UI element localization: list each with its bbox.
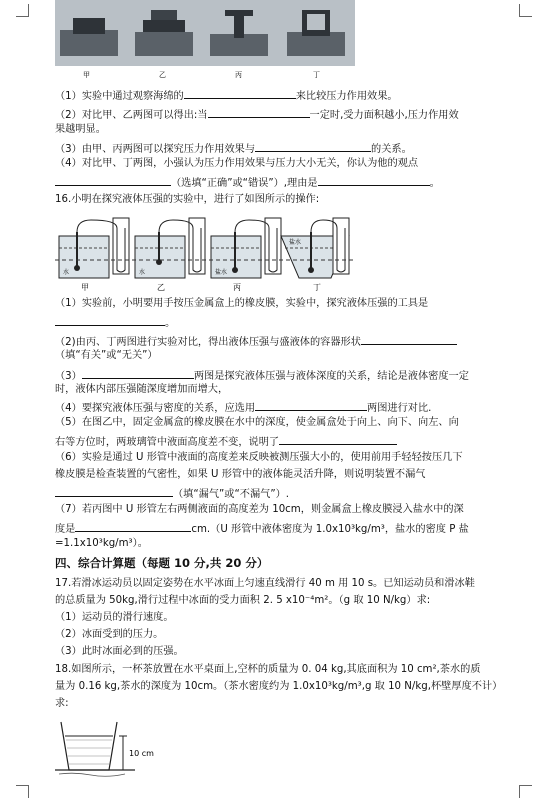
q16-text: （3） [55, 371, 82, 382]
q16-line-2b [55, 348, 530, 363]
q17-sub-3: （3）此时冰面必到的压强。 [55, 646, 184, 657]
q18-line-2: 量为 0.16 kg,茶水的深度为 10cm。（茶水密度约为 1.0x10³kg/m³,g 取 10 N/kg,杯壁厚度不计） [55, 681, 503, 692]
q16-title: 16.小明在探究液体压强的实验中，进行了如图所示的操作: [55, 194, 320, 205]
crop-mark [16, 785, 29, 798]
fig-tag-saltwater: 盐水 [289, 239, 302, 246]
q15-line-4 [55, 156, 530, 171]
q15-text: 一定时,受力面积越小,压力作用效 [309, 110, 459, 121]
sponge-experiment-figure [55, 0, 355, 82]
answer-blank[interactable] [255, 398, 367, 411]
q15-text: （2）对比甲、乙两图可以得出:当 [55, 110, 208, 121]
q16-text: （5）在图乙中，固定金属盒的橡皮膜在水中的深度，使金属盒处于向上、向下、向左、向 [55, 417, 459, 428]
q16-text: （填“有关”或“无关”） [55, 350, 158, 361]
answer-blank[interactable] [361, 332, 457, 345]
depth-label: 10 cm [129, 749, 154, 758]
crop-mark [519, 785, 532, 798]
q15-line-2b [55, 122, 530, 137]
q16-text: 右等方位时，两玻璃管中液面高度差不变，说明了 [55, 437, 280, 448]
answer-blank[interactable] [55, 484, 173, 497]
fig-tag-saltwater: 盐水 [215, 269, 228, 276]
q16-text: （2)由丙、丁两图进行实验对比，得出液体压强与盛液体的容器形状 [55, 337, 361, 348]
q16-line-6c [55, 484, 530, 502]
q16-text: 两图进行对比. [367, 403, 432, 414]
fig-label-bing: 丙 [235, 71, 242, 79]
q15-text: （3）由甲、丙两图可以探究压力作用效果与 [55, 144, 256, 155]
q18-line-1: 18.如图所示，一杯茶放置在水平桌面上,空杯的质量为 0. 04 kg,其底面积为 10 cm²,茶水的质 [55, 664, 481, 675]
q16-line-6 [55, 450, 530, 465]
fig-label-ding: 丁 [313, 71, 320, 79]
fig-label-ding: 丁 [313, 283, 321, 292]
q15-line-2 [55, 105, 530, 123]
q15-text: （选填“正确”或“错误”）,理由是 [171, 178, 318, 189]
q16-text: 度是 [55, 524, 76, 535]
fig-label-yi: 乙 [157, 283, 165, 292]
q17-sub-1: （1）运动员的滑行速度。 [55, 612, 174, 623]
answer-blank[interactable] [255, 139, 371, 152]
q16-line-4 [55, 398, 530, 416]
q17-sub-2: （2）冰面受到的压力。 [55, 629, 164, 640]
answer-blank[interactable] [318, 173, 430, 186]
q17-line-1: 17.若滑冰运动员以固定姿势在水平冰面上匀速直线滑行 40 m 用 10 s。已知运动员和滑冰鞋 [55, 578, 475, 589]
q18-line-3: 求: [55, 698, 69, 709]
fig-label-bing: 丙 [233, 283, 241, 292]
q15-text: （4）对比甲、丁两图，小强认为压力作用效果与压力大小无关，你认为他的观点 [55, 158, 419, 169]
q16-line-5 [55, 415, 530, 430]
q16-text: 。 [165, 318, 176, 329]
q16-line-7 [55, 502, 530, 517]
answer-blank[interactable] [75, 519, 191, 532]
q15-line-3 [55, 139, 530, 157]
fig-tag-water: 水 [139, 269, 146, 276]
q16-text: （6）实验是通过 U 形管中液面的高度差来反映被测压强大小的，使用前用手轻轻按压几下 [55, 452, 463, 463]
fig-label-jia: 甲 [83, 71, 90, 79]
crop-mark [519, 4, 532, 17]
q15-line-1 [55, 86, 530, 104]
q16-text: cm.（U 形管中液体密度为 1.0x10³kg/m³，盐水的密度 P 盐 [191, 524, 469, 535]
q17-line-2: 的总质量为 50kg,滑行过程中冰面的受力面积 2. 5 x10⁻⁴m²。（g 取 10 N/kg）求: [55, 595, 431, 606]
answer-blank[interactable] [208, 105, 310, 118]
q16-text: 橡皮膜是检查装置的气密性，如果 U 形管中的液体能灵活升降，则说明装置不漏气 [55, 469, 426, 480]
answer-blank[interactable] [279, 432, 397, 445]
q15-text: 。 [429, 178, 440, 189]
crop-mark [16, 4, 29, 17]
q16-text: （4）要探究液体压强与密度的关系，应选用 [55, 403, 256, 414]
q16-text: （1）实验前，小明要用手按压金属盒上的橡皮膜，实验中，探究液体压强的工具是 [55, 298, 429, 309]
answer-blank[interactable] [55, 313, 165, 326]
q16-text: （7）若丙图中 U 形管左右两侧液面的高度差为 10cm，则金属盒上橡皮膜浸入盐水中的深 [55, 504, 464, 515]
q16-text: 两图是探究液体压强与液体深度的关系，结论是液体密度一定 [193, 371, 469, 382]
q16-text: （填“漏气”或“不漏气”）. [173, 489, 290, 500]
q16-line-1 [55, 296, 530, 311]
q15-text: 的关系。 [371, 144, 412, 155]
answer-blank[interactable] [82, 366, 194, 379]
q16-line-3b [55, 382, 530, 397]
q15-text: 来比较压力作用效果。 [295, 91, 398, 102]
q15-line-4b [55, 173, 530, 191]
teacup-figure [55, 712, 195, 782]
q16-line-7c [55, 536, 530, 551]
q16-text: 时，液体内部压强随深度增加而增大， [55, 384, 229, 395]
q16-text: =1.1x10³kg/m³）。 [55, 538, 148, 549]
section-title: 四、综合计算题（每题 10 分,共 20 分） [55, 556, 269, 570]
fig-label-jia: 甲 [81, 283, 89, 292]
q15-text: （1）实验中通过观察海绵的 [55, 91, 184, 102]
fig-label-yi: 乙 [159, 71, 166, 79]
q16-line-7b [55, 519, 530, 537]
fig-tag-water: 水 [63, 269, 70, 276]
q16-line-5b [55, 432, 530, 450]
liquid-pressure-figure [55, 214, 355, 294]
q16-line-6b [55, 467, 530, 482]
q15-text: 果越明显。 [55, 124, 106, 135]
answer-blank[interactable] [55, 173, 171, 186]
answer-blank[interactable] [184, 86, 296, 99]
q16-line-1b [55, 313, 530, 331]
